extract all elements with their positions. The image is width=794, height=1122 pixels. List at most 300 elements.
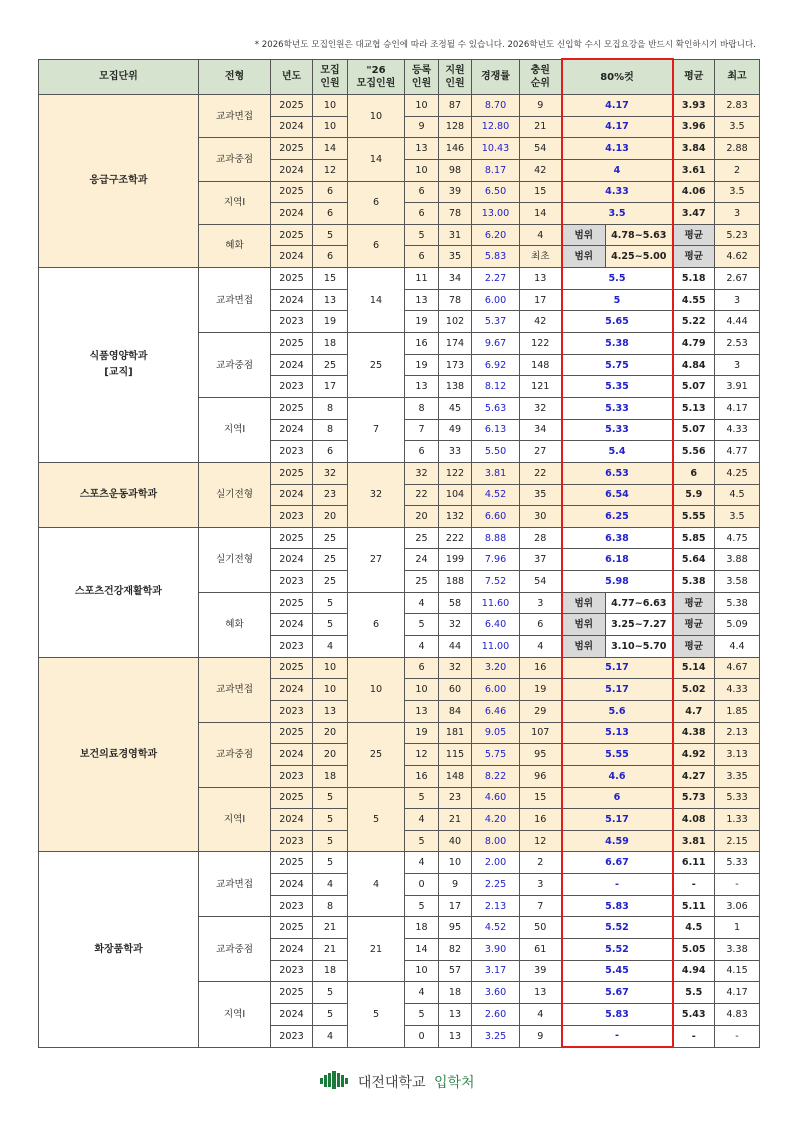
ratio-cell: 6.60 xyxy=(472,506,520,528)
avg-label: 평균 xyxy=(673,224,715,246)
max-cell: 5.23 xyxy=(715,224,760,246)
enrolled-cell: 10 xyxy=(405,960,439,982)
enrolled-cell: 13 xyxy=(405,289,439,311)
avg-cell: 3.96 xyxy=(673,116,715,138)
rank-cell: 42 xyxy=(520,159,562,181)
max-cell: 5.38 xyxy=(715,592,760,614)
applicants-cell: 9 xyxy=(439,874,472,896)
enrolled-cell: 5 xyxy=(405,1003,439,1025)
max-cell: 4.25 xyxy=(715,462,760,484)
year-cell: 2025 xyxy=(271,982,313,1004)
year-cell: 2025 xyxy=(271,397,313,419)
recruit-cell: 14 xyxy=(313,138,348,160)
year-cell: 2025 xyxy=(271,268,313,290)
enrolled-cell: 0 xyxy=(405,1025,439,1047)
rank-cell: 148 xyxy=(520,354,562,376)
enrolled-cell: 9 xyxy=(405,116,439,138)
applicants-cell: 104 xyxy=(439,484,472,506)
max-cell: 4.77 xyxy=(715,441,760,463)
cut80-cell: 5.35 xyxy=(562,376,673,398)
enrolled-cell: 18 xyxy=(405,917,439,939)
max-cell: 1 xyxy=(715,917,760,939)
recruit-cell: 18 xyxy=(313,333,348,355)
ratio-cell: 3.17 xyxy=(472,960,520,982)
avg-cell: 4.84 xyxy=(673,354,715,376)
header-cut80: 80%컷 xyxy=(562,59,673,95)
enrolled-cell: 0 xyxy=(405,874,439,896)
avg-cell: 5.56 xyxy=(673,441,715,463)
avg-cell: 6.11 xyxy=(673,852,715,874)
rank-cell: 32 xyxy=(520,397,562,419)
recruit-cell: 6 xyxy=(313,441,348,463)
avg-cell: 3.47 xyxy=(673,203,715,225)
rank-cell: 12 xyxy=(520,830,562,852)
recruit-2026-cell: 25 xyxy=(348,333,405,398)
ratio-cell: 12.80 xyxy=(472,116,520,138)
avg-cell: 5.07 xyxy=(673,376,715,398)
rank-cell: 16 xyxy=(520,657,562,679)
avg-label: 평균 xyxy=(673,636,715,658)
applicants-cell: 32 xyxy=(439,657,472,679)
range-label: 범위 xyxy=(562,614,606,636)
recruit-cell: 5 xyxy=(313,982,348,1004)
recruit-cell: 5 xyxy=(313,787,348,809)
avg-cell: 5.55 xyxy=(673,506,715,528)
max-cell: 4.75 xyxy=(715,527,760,549)
avg-cell: 5.43 xyxy=(673,1003,715,1025)
max-cell: - xyxy=(715,874,760,896)
year-cell: 2025 xyxy=(271,181,313,203)
ratio-cell: 7.52 xyxy=(472,571,520,593)
enrolled-cell: 10 xyxy=(405,95,439,117)
cut80-cell: 5.65 xyxy=(562,311,673,333)
applicants-cell: 199 xyxy=(439,549,472,571)
recruit-cell: 10 xyxy=(313,657,348,679)
header-ratio: 경쟁률 xyxy=(472,59,520,95)
track-name: 교과면접 xyxy=(199,268,271,333)
university-logo-icon xyxy=(319,1070,349,1094)
max-cell: 4.17 xyxy=(715,982,760,1004)
ratio-cell: 10.43 xyxy=(472,138,520,160)
recruit-cell: 4 xyxy=(313,1025,348,1047)
rank-cell: 50 xyxy=(520,917,562,939)
ratio-cell: 5.50 xyxy=(472,441,520,463)
recruit-2026-cell: 4 xyxy=(348,852,405,917)
recruit-2026-cell: 6 xyxy=(348,592,405,657)
cut80-cell: 5.17 xyxy=(562,809,673,831)
cut80-cell: 4.33 xyxy=(562,181,673,203)
recruit-cell: 15 xyxy=(313,268,348,290)
range-cell: 3.25~7.27 xyxy=(606,614,673,636)
recruit-cell: 5 xyxy=(313,852,348,874)
rank-cell: 2 xyxy=(520,852,562,874)
enrolled-cell: 14 xyxy=(405,938,439,960)
avg-cell: 5.73 xyxy=(673,787,715,809)
department-name: 보건의료경영학과 xyxy=(39,657,199,852)
max-cell: 4.67 xyxy=(715,657,760,679)
max-cell: 3.5 xyxy=(715,181,760,203)
ratio-cell: 3.81 xyxy=(472,462,520,484)
year-cell: 2024 xyxy=(271,809,313,831)
year-cell: 2025 xyxy=(271,462,313,484)
max-cell: 5.33 xyxy=(715,852,760,874)
range-label: 범위 xyxy=(562,592,606,614)
cut80-cell: 5.55 xyxy=(562,744,673,766)
applicants-cell: 18 xyxy=(439,982,472,1004)
ratio-cell: 5.63 xyxy=(472,397,520,419)
range-label: 범위 xyxy=(562,636,606,658)
rank-cell: 9 xyxy=(520,1025,562,1047)
recruit-2026-cell: 6 xyxy=(348,224,405,267)
recruit-cell: 13 xyxy=(313,700,348,722)
avg-cell: 6 xyxy=(673,462,715,484)
applicants-cell: 222 xyxy=(439,527,472,549)
cut80-cell: 5.67 xyxy=(562,982,673,1004)
header-rank: 충원 순위 xyxy=(520,59,562,95)
ratio-cell: 8.00 xyxy=(472,830,520,852)
track-name: 지역Ⅰ xyxy=(199,181,271,224)
recruit-2026-cell: 14 xyxy=(348,268,405,333)
enrolled-cell: 5 xyxy=(405,830,439,852)
applicants-cell: 21 xyxy=(439,809,472,831)
recruit-2026-cell: 25 xyxy=(348,722,405,787)
applicants-cell: 44 xyxy=(439,636,472,658)
avg-cell: - xyxy=(673,874,715,896)
track-name: 지역Ⅰ xyxy=(199,397,271,462)
avg-cell: 4.79 xyxy=(673,333,715,355)
year-cell: 2024 xyxy=(271,203,313,225)
ratio-cell: 8.12 xyxy=(472,376,520,398)
applicants-cell: 115 xyxy=(439,744,472,766)
recruit-cell: 21 xyxy=(313,938,348,960)
enrolled-cell: 6 xyxy=(405,246,439,268)
avg-cell: 5.13 xyxy=(673,397,715,419)
applicants-cell: 49 xyxy=(439,419,472,441)
avg-cell: 4.92 xyxy=(673,744,715,766)
recruit-cell: 20 xyxy=(313,744,348,766)
applicants-cell: 78 xyxy=(439,203,472,225)
applicants-cell: 87 xyxy=(439,95,472,117)
rank-cell: 15 xyxy=(520,787,562,809)
applicants-cell: 60 xyxy=(439,679,472,701)
range-cell: 4.25~5.00 xyxy=(606,246,673,268)
avg-cell: 5.02 xyxy=(673,679,715,701)
year-cell: 2023 xyxy=(271,895,313,917)
avg-cell: 5.38 xyxy=(673,571,715,593)
rank-cell: 7 xyxy=(520,895,562,917)
enrolled-cell: 16 xyxy=(405,765,439,787)
year-cell: 2024 xyxy=(271,159,313,181)
range-cell: 3.10~5.70 xyxy=(606,636,673,658)
year-cell: 2023 xyxy=(271,571,313,593)
year-cell: 2023 xyxy=(271,506,313,528)
ratio-cell: 5.75 xyxy=(472,744,520,766)
header-recruit: 모집 인원 xyxy=(313,59,348,95)
enrolled-cell: 6 xyxy=(405,657,439,679)
cut80-cell: 5.17 xyxy=(562,679,673,701)
track-name: 교과중점 xyxy=(199,138,271,181)
applicants-cell: 84 xyxy=(439,700,472,722)
track-name: 실기전형 xyxy=(199,527,271,592)
rank-cell: 95 xyxy=(520,744,562,766)
rank-cell: 35 xyxy=(520,484,562,506)
recruit-cell: 5 xyxy=(313,614,348,636)
cut80-cell: 5.52 xyxy=(562,938,673,960)
cut80-cell: 5.98 xyxy=(562,571,673,593)
max-cell: 5.09 xyxy=(715,614,760,636)
track-name: 교과중점 xyxy=(199,333,271,398)
notice-text: * 2026학년도 모집인원은 대교협 승인에 따라 조정될 수 있습니다. 2026학년도 신입학 수시 모집요강을 반드시 확인하시기 바랍니다. xyxy=(254,40,756,50)
header-enrolled: 등록 인원 xyxy=(405,59,439,95)
rank-cell: 최초 xyxy=(520,246,562,268)
max-cell: 4.83 xyxy=(715,1003,760,1025)
max-cell: 2.13 xyxy=(715,722,760,744)
recruit-2026-cell: 7 xyxy=(348,397,405,462)
rank-cell: 28 xyxy=(520,527,562,549)
cut80-cell: 5.52 xyxy=(562,917,673,939)
cut80-cell: 6.67 xyxy=(562,852,673,874)
enrolled-cell: 5 xyxy=(405,895,439,917)
year-cell: 2024 xyxy=(271,354,313,376)
ratio-cell: 3.60 xyxy=(472,982,520,1004)
recruit-cell: 12 xyxy=(313,159,348,181)
applicants-cell: 57 xyxy=(439,960,472,982)
ratio-cell: 8.88 xyxy=(472,527,520,549)
recruit-cell: 25 xyxy=(313,527,348,549)
cut80-cell: 6.54 xyxy=(562,484,673,506)
applicants-cell: 17 xyxy=(439,895,472,917)
footer-dept: 입학처 xyxy=(433,1075,475,1091)
ratio-cell: 4.52 xyxy=(472,484,520,506)
rank-cell: 13 xyxy=(520,268,562,290)
recruit-cell: 5 xyxy=(313,224,348,246)
year-cell: 2023 xyxy=(271,700,313,722)
ratio-cell: 5.37 xyxy=(472,311,520,333)
department-name: 스포츠건강재활학과 xyxy=(39,527,199,657)
avg-cell: 4.08 xyxy=(673,809,715,831)
track-name: 지역Ⅰ xyxy=(199,787,271,852)
recruit-cell: 23 xyxy=(313,484,348,506)
recruit-2026-cell: 10 xyxy=(348,657,405,722)
cut80-cell: 5.33 xyxy=(562,397,673,419)
header-avg: 평균 xyxy=(673,59,715,95)
applicants-cell: 82 xyxy=(439,938,472,960)
footer xyxy=(0,1070,794,1094)
year-cell: 2023 xyxy=(271,636,313,658)
cut80-cell: 6.38 xyxy=(562,527,673,549)
enrolled-cell: 4 xyxy=(405,592,439,614)
max-cell: 5.33 xyxy=(715,787,760,809)
recruit-cell: 6 xyxy=(313,181,348,203)
applicants-cell: 174 xyxy=(439,333,472,355)
applicants-cell: 33 xyxy=(439,441,472,463)
recruit-2026-cell: 6 xyxy=(348,181,405,224)
header-applicants: 지원 인원 xyxy=(439,59,472,95)
applicants-cell: 148 xyxy=(439,765,472,787)
max-cell: 1.33 xyxy=(715,809,760,831)
recruit-cell: 10 xyxy=(313,116,348,138)
recruit-cell: 8 xyxy=(313,895,348,917)
rank-cell: 37 xyxy=(520,549,562,571)
year-cell: 2024 xyxy=(271,549,313,571)
rank-cell: 42 xyxy=(520,311,562,333)
ratio-cell: 13.00 xyxy=(472,203,520,225)
recruit-cell: 20 xyxy=(313,722,348,744)
year-cell: 2024 xyxy=(271,679,313,701)
rank-cell: 96 xyxy=(520,765,562,787)
max-cell: 2.83 xyxy=(715,95,760,117)
avg-cell: 4.94 xyxy=(673,960,715,982)
cut80-cell: 5.4 xyxy=(562,441,673,463)
ratio-cell: 11.00 xyxy=(472,636,520,658)
enrolled-cell: 13 xyxy=(405,138,439,160)
cut80-cell: 6.25 xyxy=(562,506,673,528)
cut80-cell: - xyxy=(562,1025,673,1047)
year-cell: 2023 xyxy=(271,830,313,852)
track-name: 교과중점 xyxy=(199,917,271,982)
ratio-cell: 6.00 xyxy=(472,679,520,701)
cut80-cell: 3.5 xyxy=(562,203,673,225)
recruit-cell: 21 xyxy=(313,917,348,939)
ratio-cell: 2.27 xyxy=(472,268,520,290)
cut80-cell: 5.75 xyxy=(562,354,673,376)
max-cell: 3 xyxy=(715,354,760,376)
year-cell: 2025 xyxy=(271,787,313,809)
enrolled-cell: 13 xyxy=(405,376,439,398)
year-cell: 2023 xyxy=(271,441,313,463)
max-cell: 3 xyxy=(715,289,760,311)
header-row xyxy=(39,59,760,95)
applicants-cell: 13 xyxy=(439,1025,472,1047)
year-cell: 2024 xyxy=(271,246,313,268)
ratio-cell: 6.00 xyxy=(472,289,520,311)
max-cell: 3.38 xyxy=(715,938,760,960)
recruit-cell: 20 xyxy=(313,506,348,528)
cut80-cell: 5.33 xyxy=(562,419,673,441)
enrolled-cell: 5 xyxy=(405,614,439,636)
max-cell: 4.33 xyxy=(715,679,760,701)
ratio-cell: 6.40 xyxy=(472,614,520,636)
ratio-cell: 3.20 xyxy=(472,657,520,679)
track-name: 교과면접 xyxy=(199,657,271,722)
header-max: 최고 xyxy=(715,59,760,95)
applicants-cell: 23 xyxy=(439,787,472,809)
max-cell: 3.91 xyxy=(715,376,760,398)
enrolled-cell: 13 xyxy=(405,700,439,722)
header-track: 전형 xyxy=(199,59,271,95)
max-cell: 2.15 xyxy=(715,830,760,852)
cut80-cell: - xyxy=(562,874,673,896)
enrolled-cell: 6 xyxy=(405,181,439,203)
recruit-cell: 25 xyxy=(313,571,348,593)
rank-cell: 19 xyxy=(520,679,562,701)
rank-cell: 34 xyxy=(520,419,562,441)
enrolled-cell: 4 xyxy=(405,982,439,1004)
avg-cell: 5.05 xyxy=(673,938,715,960)
enrolled-cell: 6 xyxy=(405,441,439,463)
enrolled-cell: 5 xyxy=(405,224,439,246)
table-row xyxy=(39,95,760,117)
table-row xyxy=(39,657,760,679)
year-cell: 2025 xyxy=(271,592,313,614)
avg-cell: 4.7 xyxy=(673,700,715,722)
year-cell: 2023 xyxy=(271,311,313,333)
table-row xyxy=(39,527,760,549)
avg-cell: 4.38 xyxy=(673,722,715,744)
recruit-2026-cell: 21 xyxy=(348,917,405,982)
enrolled-cell: 24 xyxy=(405,549,439,571)
ratio-cell: 9.05 xyxy=(472,722,520,744)
recruit-cell: 18 xyxy=(313,960,348,982)
year-cell: 2024 xyxy=(271,1003,313,1025)
avg-cell: 5.18 xyxy=(673,268,715,290)
recruit-2026-cell: 5 xyxy=(348,787,405,852)
rank-cell: 4 xyxy=(520,636,562,658)
recruit-cell: 5 xyxy=(313,592,348,614)
rank-cell: 107 xyxy=(520,722,562,744)
cut80-cell: 4.13 xyxy=(562,138,673,160)
year-cell: 2025 xyxy=(271,657,313,679)
ratio-cell: 3.90 xyxy=(472,938,520,960)
recruit-cell: 5 xyxy=(313,809,348,831)
recruit-2026-cell: 10 xyxy=(348,95,405,138)
ratio-cell: 6.20 xyxy=(472,224,520,246)
avg-cell: 3.61 xyxy=(673,159,715,181)
ratio-cell: 2.13 xyxy=(472,895,520,917)
recruit-cell: 10 xyxy=(313,95,348,117)
applicants-cell: 34 xyxy=(439,268,472,290)
cut80-cell: 6.18 xyxy=(562,549,673,571)
avg-cell: 3.81 xyxy=(673,830,715,852)
max-cell: 3 xyxy=(715,203,760,225)
range-cell: 4.77~6.63 xyxy=(606,592,673,614)
max-cell: 3.06 xyxy=(715,895,760,917)
rank-cell: 39 xyxy=(520,960,562,982)
year-cell: 2025 xyxy=(271,917,313,939)
recruit-cell: 25 xyxy=(313,354,348,376)
recruit-cell: 32 xyxy=(313,462,348,484)
header-year: 년도 xyxy=(271,59,313,95)
year-cell: 2025 xyxy=(271,138,313,160)
recruit-cell: 5 xyxy=(313,830,348,852)
ratio-cell: 6.50 xyxy=(472,181,520,203)
ratio-cell: 7.96 xyxy=(472,549,520,571)
max-cell: 4.4 xyxy=(715,636,760,658)
year-cell: 2024 xyxy=(271,484,313,506)
table-row xyxy=(39,268,760,290)
rank-cell: 6 xyxy=(520,614,562,636)
year-cell: 2024 xyxy=(271,116,313,138)
admissions-table xyxy=(38,58,760,1048)
rank-cell: 15 xyxy=(520,181,562,203)
ratio-cell: 2.25 xyxy=(472,874,520,896)
year-cell: 2025 xyxy=(271,333,313,355)
footer-org: 대전대학교 xyxy=(357,1075,426,1091)
avg-cell: 5.85 xyxy=(673,527,715,549)
avg-cell: 3.93 xyxy=(673,95,715,117)
max-cell: 3.13 xyxy=(715,744,760,766)
year-cell: 2023 xyxy=(271,1025,313,1047)
cut80-cell: 5.38 xyxy=(562,333,673,355)
applicants-cell: 31 xyxy=(439,224,472,246)
rank-cell: 61 xyxy=(520,938,562,960)
max-cell: 2 xyxy=(715,159,760,181)
applicants-cell: 122 xyxy=(439,462,472,484)
cut80-cell: 4 xyxy=(562,159,673,181)
year-cell: 2024 xyxy=(271,289,313,311)
avg-cell: 3.84 xyxy=(673,138,715,160)
applicants-cell: 32 xyxy=(439,614,472,636)
